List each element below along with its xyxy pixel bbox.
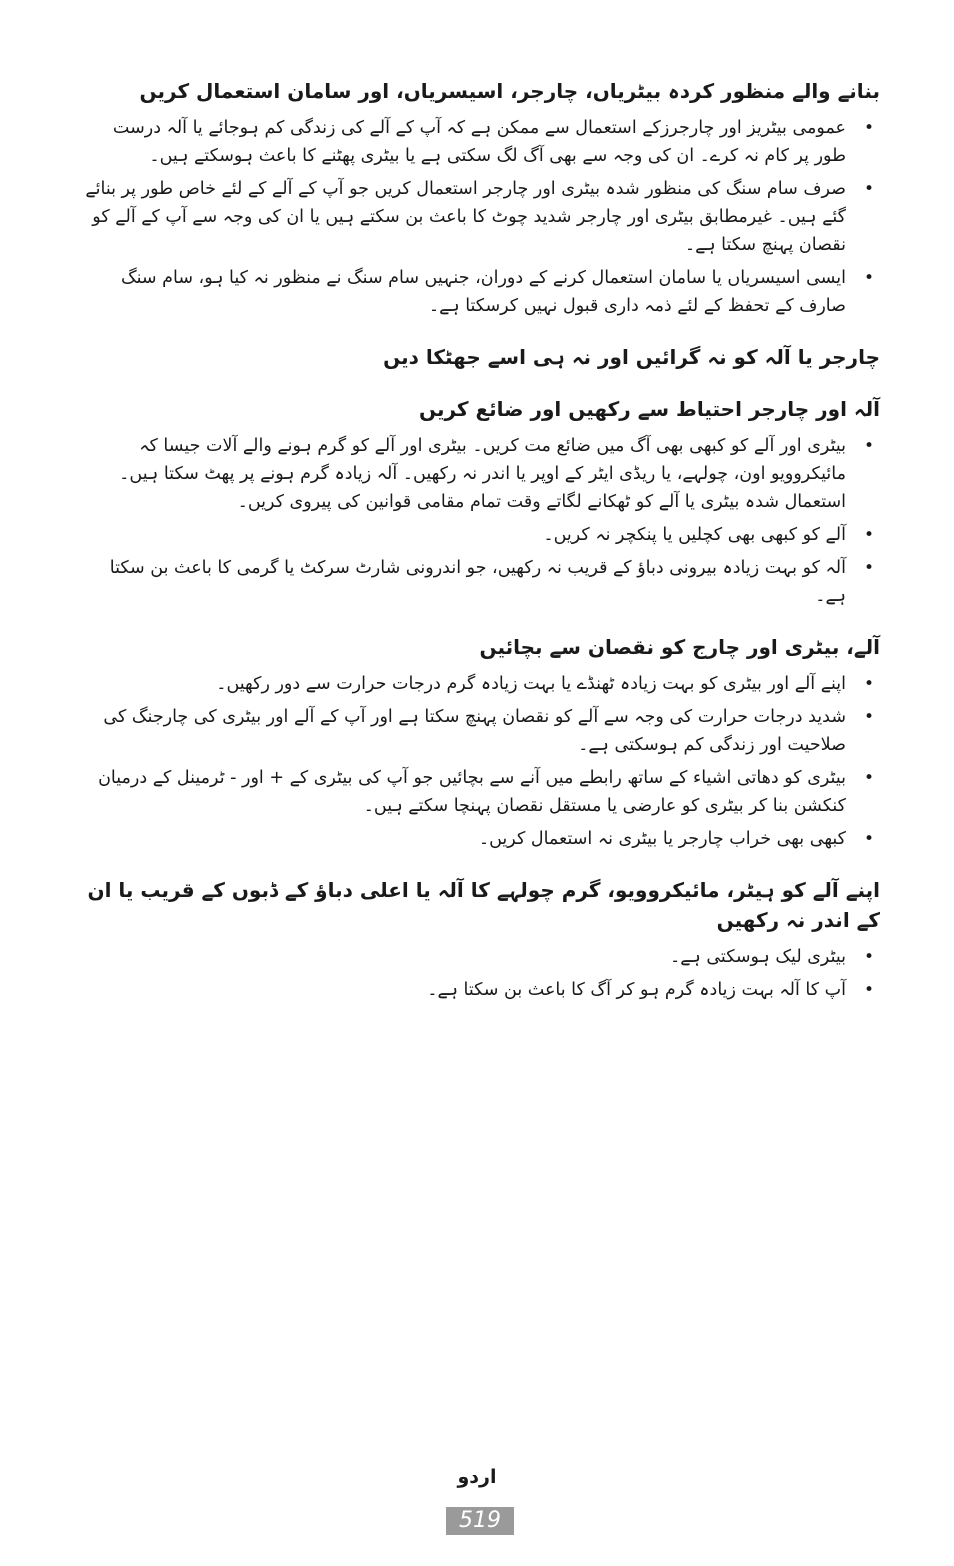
list-item: • آلہ کو بہت زیادہ بیرونی دباؤ کے قریب نہ رکھیں، جو اندرونی شارٹ سرکٹ یا گرمی کا باعث بن سکتا ہے۔ [80,554,880,610]
list-item: • کبھی بھی خراب چارجر یا بیٹری نہ استعمال کریں۔ [80,825,880,853]
section-do-not-drop [80,342,880,372]
footer-language-label: اردو [457,1466,497,1488]
bullet-list [80,670,880,853]
list-item: • بیٹری اور آلے کو کبھی بھی آگ میں ضائع مت کریں۔ بیٹری اور آلے کو گرم ہونے والے آلات جیسا کہ مائیکروویو اون، چولہے، یا ریڈی ایٹر کے اوپر یا اندر نہ رکھیں۔ آلہ زیادہ گرم ہونے پر پھٹ سکتا ہیں۔ استعمال شدہ بیٹری یا آلے کو ٹھکانے لگاتے وقت تمام مقامی قوانین کی پیروی کریں۔ [80,432,880,516]
list-item: • ایسی اسیسریاں یا سامان استعمال کرنے کے دوران، جنہیں سام سنگ نے منظور نہ کیا ہو، سام سنگ صارف کے تحفظ کے لئے ذمہ داری قبول نہیں کرسکتا ہے۔ [80,264,880,320]
list-item: • بیٹری کو دھاتی اشیاء کے ساتھ رابطے میں آنے سے بچائیں جو آپ کی بیٹری کے + اور - ٹرمینل کے درمیان کنکشن بنا کر بیٹری کو عارضی یا مستقل نقصان پہنچا سکتے ہیں۔ [80,764,880,820]
page-number-badge: 519 [446,1507,514,1535]
bullet-list [80,943,880,1004]
list-item: • عمومی بیٹریز اور چارجرزکے استعمال سے ممکن ہے کہ آپ کے آلے کی زندگی کم ہوجائے یا آلہ درست طور پر کام نہ کرے۔ ان کی وجہ سے بھی آگ لگ سکتی ہے یا بیٹری پھٹنے کا باعث ہوسکتے ہیں۔ [80,114,880,170]
section-approved-accessories [80,76,880,320]
list-item: • بیٹری لیک ہوسکتی ہے۔ [80,943,880,971]
list-item: • آلے کو کبھی بھی کچلیں یا پنکچر نہ کریں۔ [80,521,880,549]
bullet-list [80,432,880,610]
list-item: • آپ کا آلہ بہت زیادہ گرم ہو کر آگ کا باعث بن سکتا ہے۔ [80,976,880,1004]
list-item: • شدید درجات حرارت کی وجہ سے آلے کو نقصان پہنچ سکتا ہے اور آپ کے آلے اور بیٹری کی چارجنگ کی صلاحیت اور زندگی کم ہوسکتی ہے۔ [80,703,880,759]
document-page [80,76,880,1026]
list-item: • صرف سام سنگ کی منظور شدہ بیٹری اور چارجر استعمال کریں جو آپ کے آلے کے لئے خاص طور پر بنائے گئے ہیں۔ غیرمطابق بیٹری اور چارجر شدید چوٹ کا باعث بن سکتے ہیں یا ان کی وجہ سے آپ کے آلے کو نقصان پہنچ سکتا ہے۔ [80,175,880,259]
section-heading: آلے، بیٹری اور چارج کو نقصان سے بچائیں [479,635,880,659]
section-keep-away-heaters [80,875,880,1004]
section-heading: آلہ اور چارجر احتیاط سے رکھیں اور ضائع کریں [418,397,880,421]
list-item: • اپنے آلے اور بیٹری کو بہت زیادہ ٹھنڈے یا بہت زیادہ گرم درجات حرارت سے دور رکھیں۔ [80,670,880,698]
section-protect-device [80,632,880,853]
bullet-list [80,114,880,320]
section-heading: اپنے آلے کو ہیٹر، مائیکروویو، گرم چولہے کا آلہ یا اعلی دباؤ کے ڈبوں کے قریب یا ان کے اندر نہ رکھیں [87,878,880,932]
section-heading: چارجر یا آلہ کو نہ گرائیں اور نہ ہی اسے جھٹکا دیں [383,345,880,369]
section-handle-dispose [80,394,880,610]
section-heading: بنانے والے منظور کردہ بیٹریاں، چارجر، اسیسریاں، اور سامان استعمال کریں [139,79,880,103]
